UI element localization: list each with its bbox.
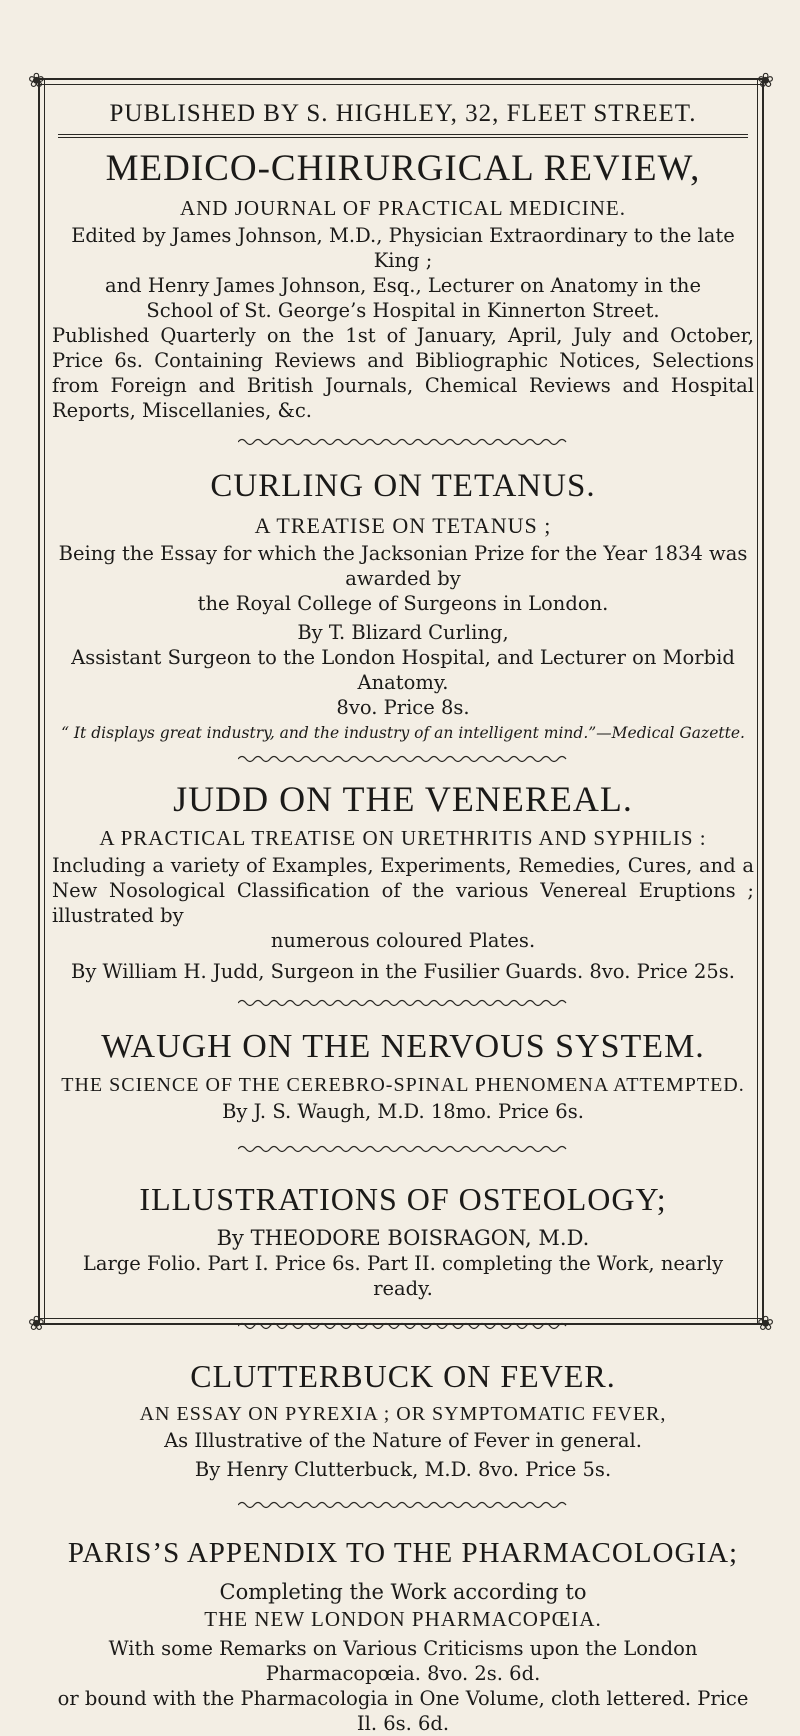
section-clutterbuck-on-fever bbox=[52, 1355, 754, 1482]
section-paris-appendix-to-pharmacologia bbox=[52, 1532, 754, 1736]
curling-line-2: the Royal College of Surgeons in London. bbox=[197, 592, 609, 615]
paris-line-2: THE NEW LONDON PHARMACOPŒIA. bbox=[204, 1607, 602, 1631]
clutterbuck-title: CLUTTERBUCK ON FEVER. bbox=[190, 1358, 616, 1394]
judd-description: Including a variety of Examples, Experiments, Remedies, Cures, and a New Nosological Classification of the various Venereal Eruptions ; illustrated by bbox=[52, 854, 754, 927]
osteology-title: ILLUSTRATIONS OF OSTEOLOGY; bbox=[139, 1181, 667, 1217]
review-title: MEDICO-CHIRURGICAL REVIEW, bbox=[105, 148, 701, 189]
curling-title: CURLING ON TETANUS. bbox=[210, 468, 596, 504]
advertisement-page bbox=[52, 100, 754, 1736]
curling-author: By T. Blizard Curling, bbox=[297, 621, 509, 644]
paris-line-4: or bound with the Pharmacologia in One Volume, cloth lettered. Price Il. 6s. 6d. bbox=[57, 1687, 749, 1735]
corner-ornament-icon: ❀ bbox=[28, 68, 45, 92]
clutterbuck-line-1: As Illustrative of the Nature of Fever in general. bbox=[164, 1429, 642, 1452]
section-waugh-on-the-nervous-system bbox=[52, 1026, 754, 1124]
section-medico-chirurgical-review bbox=[52, 148, 754, 423]
clutterbuck-author: By Henry Clutterbuck, M.D. 8vo. Price 5s. bbox=[194, 1458, 612, 1481]
corner-ornament-icon: ❀ bbox=[28, 1311, 45, 1335]
paris-title: PARIS’S APPENDIX TO THE PHARMACOLOGIA; bbox=[67, 1537, 739, 1569]
review-editors-line-2: and Henry James Johnson, Esq., Lecturer on Anatomy in the bbox=[104, 274, 702, 297]
section-curling-on-tetanus bbox=[52, 465, 754, 742]
decorative-wavy-rule bbox=[238, 998, 568, 1008]
section-judd-on-the-venereal bbox=[52, 778, 754, 984]
section-illustrations-of-osteology bbox=[52, 1178, 754, 1301]
corner-ornament-icon: ❀ bbox=[757, 68, 774, 92]
review-subtitle: AND JOURNAL OF PRACTICAL MEDICINE. bbox=[179, 196, 627, 220]
review-editors-line-3: School of St. George’s Hospital in Kinnerton Street. bbox=[146, 299, 660, 322]
judd-subtitle: A PRACTICAL TREATISE ON URETHRITIS AND SYPHILIS : bbox=[99, 826, 707, 850]
decorative-wavy-rule bbox=[238, 437, 568, 447]
publisher-rule bbox=[58, 134, 748, 138]
curling-line-1: Being the Essay for which the Jacksonian Prize for the Year 1834 was awarded by bbox=[58, 542, 748, 590]
publisher-heading: PUBLISHED BY S. HIGHLEY, 32, FLEET STREET. bbox=[109, 100, 697, 127]
paris-line-3: With some Remarks on Various Criticisms upon the London Pharmacopœia. 8vo. 2s. 6d. bbox=[108, 1637, 698, 1685]
waugh-subtitle: THE SCIENCE OF THE CEREBRO-SPINAL PHENOMENA ATTEMPTED. bbox=[61, 1074, 745, 1096]
decorative-wavy-rule bbox=[238, 1321, 568, 1331]
clutterbuck-subtitle: AN ESSAY ON PYREXIA ; OR SYMPTOMATIC FEVER, bbox=[139, 1403, 667, 1425]
curling-subtitle: A TREATISE ON TETANUS ; bbox=[254, 513, 552, 538]
waugh-author: By J. S. Waugh, M.D. 18mo. Price 6s. bbox=[222, 1100, 584, 1123]
curling-quote: “ It displays great industry, and the industry of an intelligent mind.”—Medical Gazette. bbox=[61, 724, 745, 742]
corner-ornament-icon: ❀ bbox=[757, 1311, 774, 1335]
judd-author: By William H. Judd, Surgeon in the Fusilier Guards. 8vo. Price 25s. bbox=[71, 960, 735, 983]
osteology-description: Large Folio. Part I. Price 6s. Part II. completing the Work, nearly ready. bbox=[82, 1252, 724, 1300]
osteology-author: By THEODORE BOISRAGON, M.D. bbox=[216, 1226, 590, 1250]
curling-line-3: Assistant Surgeon to the London Hospital, and Lecturer on Morbid Anatomy. bbox=[71, 646, 735, 694]
paris-line-1: Completing the Work according to bbox=[219, 1580, 587, 1604]
decorative-wavy-rule bbox=[238, 754, 568, 764]
judd-title: JUDD ON THE VENEREAL. bbox=[173, 779, 633, 819]
decorative-wavy-rule bbox=[238, 1144, 568, 1154]
review-description: Published Quarterly on the 1st of January, April, July and October, Price 6s. Containing Reviews and Bibliographic Notices, Selections from Foreign and British Journals, Chemical Reviews and Hospital Reports, Miscellanies, &c. bbox=[52, 324, 754, 422]
curling-price: 8vo. Price 8s. bbox=[336, 696, 470, 719]
decorative-wavy-rule bbox=[238, 1500, 568, 1510]
waugh-title: WAUGH ON THE NERVOUS SYSTEM. bbox=[101, 1028, 705, 1065]
review-editors-line-1: Edited by James Johnson, M.D., Physician Extraordinary to the late King ; bbox=[71, 224, 735, 272]
judd-description-2: numerous coloured Plates. bbox=[270, 929, 536, 952]
